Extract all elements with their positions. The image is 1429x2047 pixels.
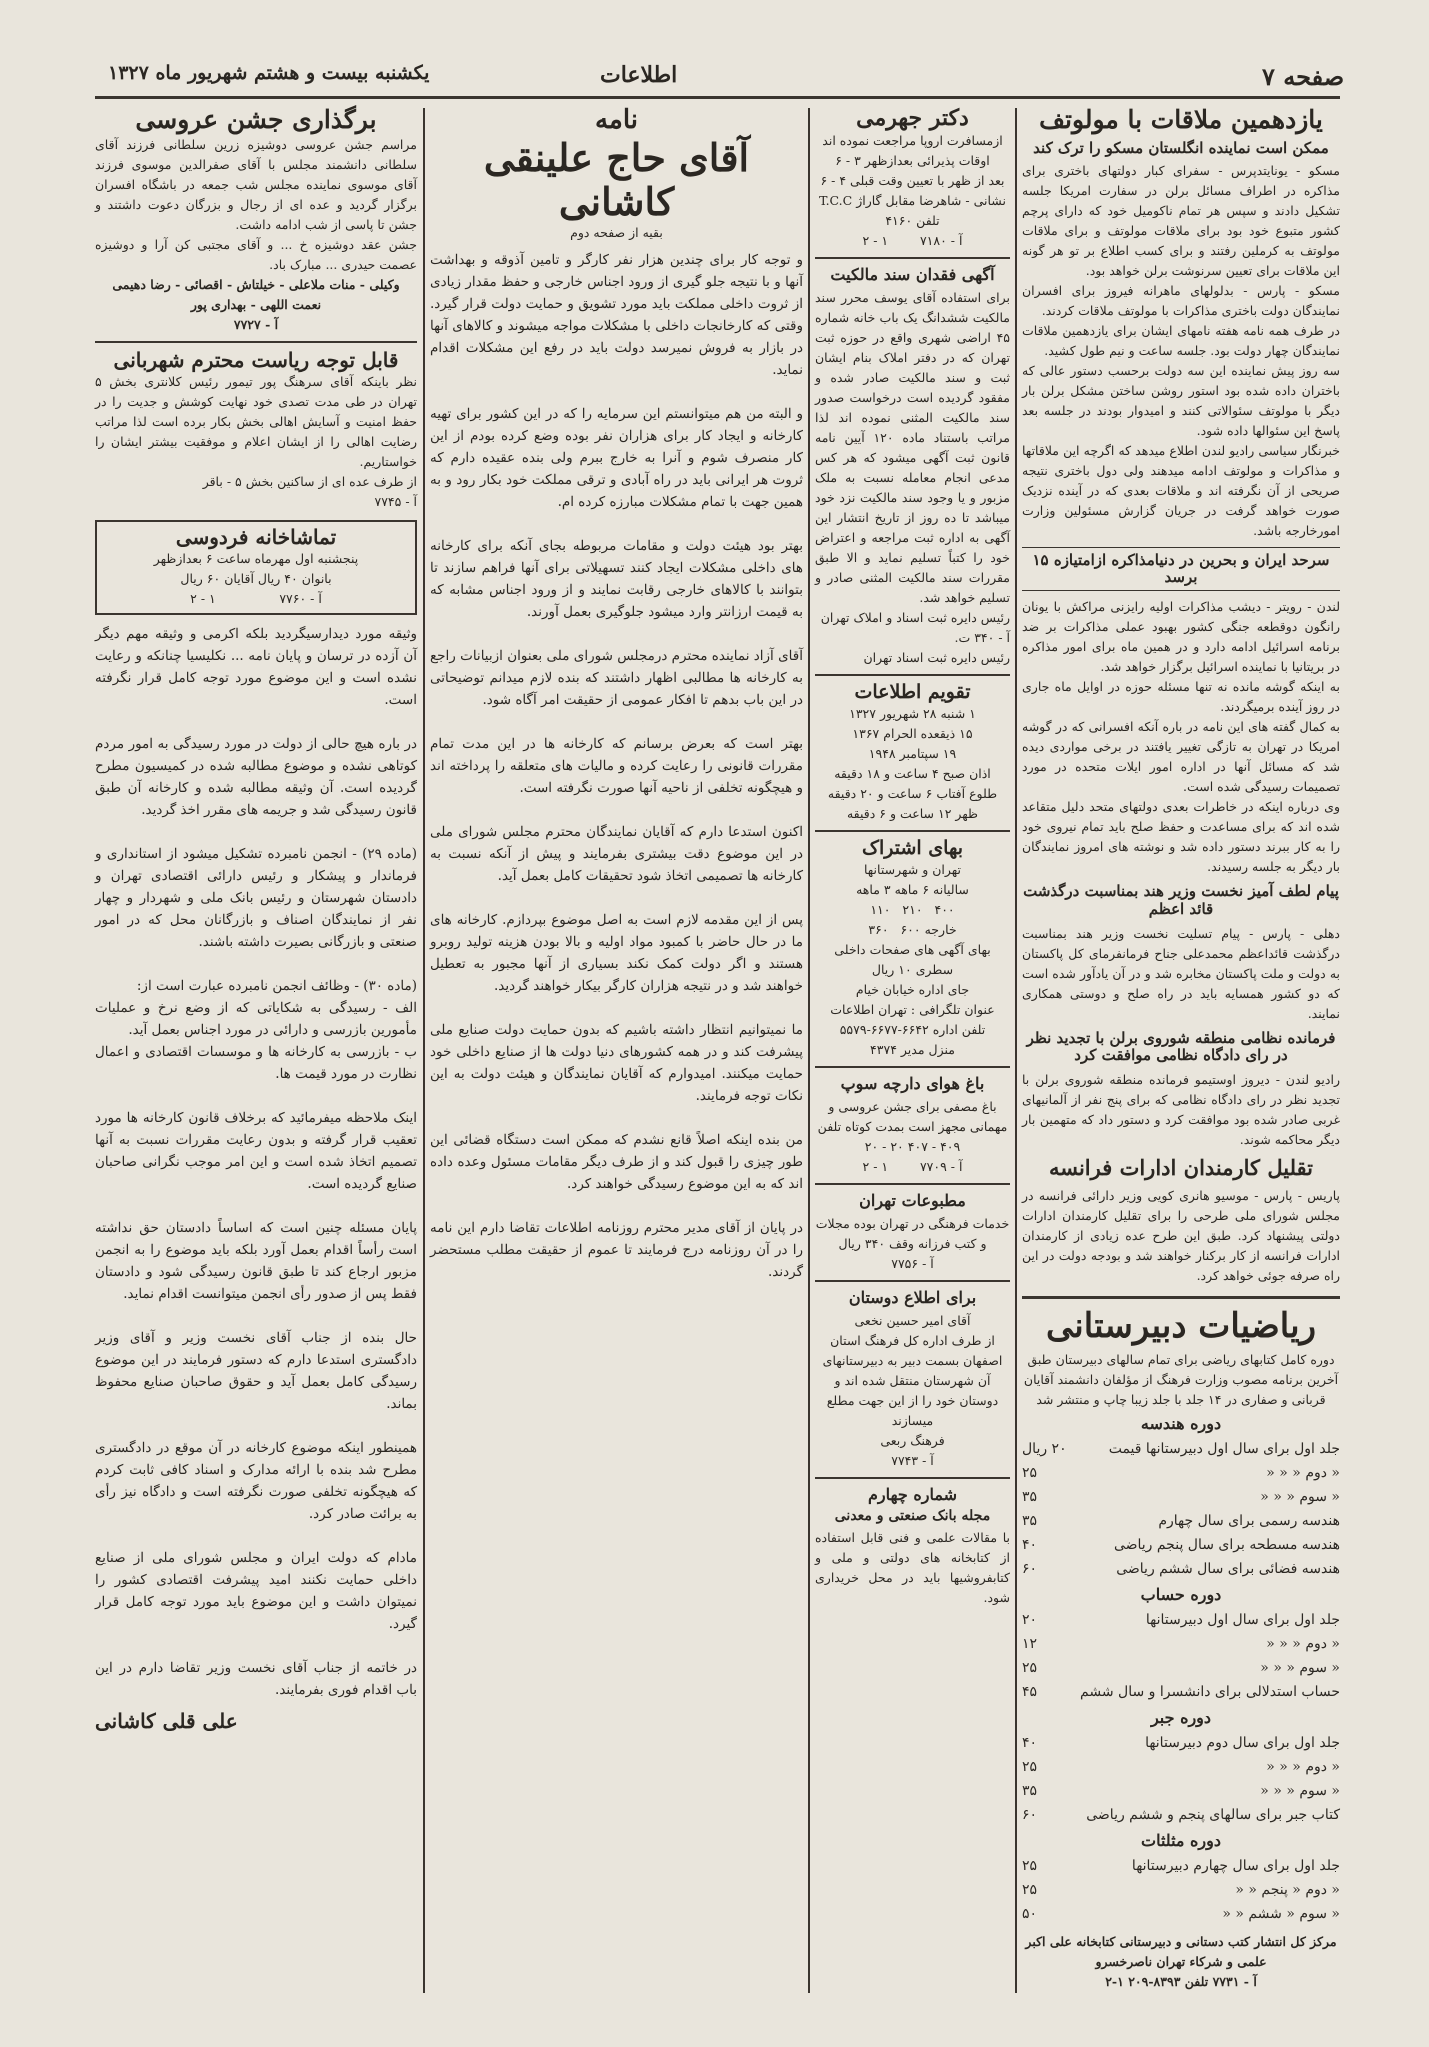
ad-book-name: « دوم « « « [1266,1759,1340,1776]
article-bahrain: لندن - رویتر - دیشب مذاکرات اولیه رایزنی مراکش با یونان رانگون دوقطعه جنگی کشور بهبود عملی مذاکرات بر ضد برنامه اسرائیل ادامه دارد و در همین ماه برای امور مذاکره در بریتانیا با نماینده اسرائیل برگزار خواهد شد. به اینکه گوشه مانده نه تنها مسئله حوزه در اوایل ماه جاری در روز آینده برمیگردند. به کمال گفته های این نامه در باره آنکه افسرانی که در گوشه امریکا در تهران به تازگی تغییر یافتند در برخی مواردی دیده شد که مسائل آنها در اداره امور ایلات متحده در مورد تصمیمات رسیدگی شده است. وی درباره اینکه در خاطرات بعدی دولتهای متحد دلیل متقاعد شده اند که برای مساعدت و حفظ صلح باید تمام نیروی خود را به کار ببرند دستور داده شد و نوشته های امروز نمایندگان بار دیگر به جلسه رسیدند. [1022,599,1340,875]
ad-price-row [1022,1755,1340,1779]
ad-section-trigonometry: دوره مثلثات [1141,1831,1221,1851]
notice-friends-title: برای اطلاع دوستان [848,1287,977,1307]
notice-lost-deed-title: آگهی فقدان سند مالکیت [830,265,995,285]
wedding-title: برگذاری جشن عروسی [135,105,377,134]
column-rule [808,108,810,1993]
column-left [95,106,417,1996]
ad-section-algebra: دوره جبر [1150,1708,1212,1728]
notice-magazine-subtitle: مجله بانک صنعتی و معدنی [834,1507,991,1524]
ad-book-price: ۵۰ [1022,1906,1038,1923]
ad-price-row [1022,1731,1340,1755]
headline-india: پیام لطف آمیز نخست وزیر هند بمناسبت درگذشت قائد اعظم [1023,882,1339,918]
ad-book-price: ۲۵ [1022,1660,1038,1677]
notice-press-title: مطبوعات تهران [859,1190,966,1210]
ad-book-price: ۶۰ [1022,1807,1038,1824]
ad-book-price: ۴۵ [1022,1684,1038,1701]
ad-book-price: ۱۲ [1022,1636,1038,1653]
ad-book-name: کتاب جبر برای سالهای پنجم و ششم ریاضی [1086,1807,1340,1824]
page-number: صفحه ۷ [1262,62,1345,91]
ad-book-name: « سوم « ششم « « [1222,1906,1340,1923]
ad-book-name: هندسه فضائی برای سال ششم ریاضی [1116,1561,1340,1578]
ad-book-price: ۴۰ [1022,1735,1038,1752]
ad-book-price: ۲۵ [1022,1465,1038,1482]
ad-book-price: ۲۵ [1022,1759,1038,1776]
ad-price-row [1022,1485,1340,1509]
headline-bahrain: سرحد ایران و بحرین در دنیامذاکره ازامتیازه ۱۵ برسد [1022,547,1340,592]
ad-price-row [1022,1632,1340,1656]
ad-book-price: ۲۵ [1022,1882,1038,1899]
ad-price-row [1022,1680,1340,1704]
notice-friends-body: آقای امیر حسین نخعی از طرف اداره کل فرهنگ استان اصفهان بسمت دبیر به دبیرستانهای آن شهرستان منتقل شده اند و دوستان خود را از این جهت مطلع میسازند فرهنگ ربعی آ - ۷۷۴۳ [822,1312,1003,1468]
notice-doctor-body: ازمسافرت اروپا مراجعت نموده اند اوقات پذیرائی بعدازظهر ۳ - ۶ بعد از ظهر با تعیین وقت قبلی ۴ - ۶ نشانی - شاهرضا مقابل گاراژ T.C.C تلفن ۴۱۶۰ آ - ۷۱۸۰ ۱ - ۲ [819,133,1006,249]
left-article-body: وثیقه مورد دیدارسیگردید بلکه اکرمی و وثیقه مهم دیگر آن آزده در ترسان و پایان نامه ... نکلیسیا چنانکه و رعایت نشده است و این موضوع مورد توجه کامل قرار نگرفته است. در باره هیچ حالی از دولت در مورد رسیدگی به امور مردم کوتاهی نشده و موضوع مطالبه شده در کمیسیون مطرح گردیده است. آن وثیقه مطالبه شده و کارخانه آن طبق قانون رسیدگی شد و جریمه های مقرر اخذ گردید. (ماده ۲۹) - انجمن نامبرده تشکیل میشود از استانداری و فرماندار و پیشکار و رئیس دارائی اقتصادی تهران و دادستان شهرستان و رئیس بانک ملی و شهردار و چهار نفر از نمایندگان اصناف و بازرگانان محل که در امور صنعتی و بازرگانی بصیرت داشته باشند. (ماده ۳۰) - وظائف انجمن نامبرده عبارت است از: الف - رسیدگی به شکایاتی که از وضع نرخ و عملیات مأمورین بازرسی و دارائی در مورد اجناس بعمل آید. ب - بازرسی به کارخانه ها و موسسات اقتصادی و اعمال نظارت در مورد قیمت ها. اینک ملاحظه میفرمائید که برخلاف قانون کارخانه ها مورد تعقیب قرار گرفته و بدون رعایت مقررات نسبت به آنها تصمیم اتخاذ شده است و این امر موجب نگرانی صاحبان صنایع گردیده است. پایان مسئله چنین است که اساساً دادستان حق نداشته است رأساً اقدام بعمل آورد بلکه باید موضوع را به انجمن مزبور ارجاع کند تا طبق قانون رسیدگی شود و دادستان فقط پس از صدور رأی انجمن میتوانست اقدام نماید. حال بنده از جناب آقای نخست وزیر و آقای وزیر دادگستری استدعا دارم که دستور فرمایند در این موضوع رسیدگی کامل بعمل آید و حقوق صاحبان صنایع محفوظ بماند. همینطور اینکه موضوع کارخانه در آن موقع در دادگستری مطرح شد بنده با ارائه مدارک و اسناد کافی ثابت کردم که هیچگونه تخلفی صورت نگرفته است و دادگاه نیز رأی به برائت صادر کرد. مادام که دولت ایران و مجلس شورای ملی از صنایع داخلی حمایت نکنند امید پیشرفت اقتصادی کشور را نمیتوان داشت و این موضوع باید مورد توجه کامل قرار گیرد. در خاتمه از جناب آقای نخست وزیر تقاضا دارم در این باب اقدام فوری بفرمایند. [95,625,417,1698]
headline-france: تقلیل کارمندان ادارات فرانسه [1048,1155,1314,1181]
ad-price-row [1022,1509,1340,1533]
notice-press-body: خدمات فرهنگی در تهران بوده مجلات و کتب فرزانه وقف ۳۴۰ ریال آ - ۷۷۵۶ [815,1215,1010,1271]
ad-price-row [1022,1779,1340,1803]
ad-book-name: « دوم « « « [1266,1465,1340,1482]
wedding-names: وکیلی - منات ملاعلی - خیلتاش - اقصائی - رضا دهیمی نعمت اللهی - بهداری پور آ - ۷۷۲۷ [112,276,400,332]
ad-book-name: هندسه رسمی برای سال چهارم [1158,1513,1340,1530]
masthead: اطلاعات [600,62,678,88]
article-france: پاریس - پارس - موسیو هانری کویی وزیر دارائی فرانسه در مجلس شورای ملی طرحی را برای تقلیل کارمندان ادارات دولتی پیشنهاد کرد. طبق این طرح عده زیادی از کارمندان ادارات فرانسه از کار برکنار خواهند شد و بودجه دولت در این راه صرفه جوئی خواهد کرد. [1018,1188,1340,1284]
letter-body: و توجه کار برای چندین هزار نفر کارگر و تامین آذوقه و بهداشت آنها و با نتیجه جلو گیری از ورود اجناس خارجی و حفظ مقدار زیادی از ثروت داخلی مملکت باید مورد تشویق و حمایت دولت قرار گیرد. وقتی که کارخانجات داخلی با مشکلات مواجه میشوند و کالاهای آنها در بازار به فروش نمیرسد دولت باید در رفع این مشکلات اقدام نماید. و البته من هم میتوانستم این سرمایه را که در این کشور برای تهیه کارخانه و ایجاد کار برای هزاران نفر بوده وضع کرده بودم از این کار منصرف شوم و آنرا به خارج ببرم ولی بنده عقیده دارم که ثروت هر ایرانی باید در راه آبادی و ترقی مملکت خود بکار رود و به همین جهت با تمام مشکلات مبارزه کرده ام. بهتر بود هیئت دولت و مقامات مربوطه بجای آنکه برای کارخانه های داخلی مشکلات ایجاد کنند تسهیلاتی برای آنها فراهم سازند تا بتوانند با کالاهای خارجی رقابت نمایند و از ورود اجناس مشابه که به قیمت ارزانتر وارد میشود جلوگیری بعمل آورند. آقای آزاد نماینده محترم درمجلس شورای ملی بعنوان ازبیانات راجع به کارخانه ها مطالبی اظهار داشتند که بنده لازم میدانم توضیحاتی در این باب بدهم تا افکار عمومی از حقیقت امر آگاه شود. بهتر است که بعرض برسانم که کارخانه ها در این مدت تمام مقررات قانونی را رعایت کرده و مالیات های متعلقه را پرداخته اند و هیچگونه تخلفی از ناحیه آنها صورت نگرفته است. اکنون استدعا دارم که آقایان نمایندگان محترم مجلس شورای ملی در این موضوع دقت بیشتری بفرمایند و پیش از آنکه نسبت به کارخانه ها تصمیمی اتخاذ شود تحقیقات کامل بعمل آید. پس از این مقدمه لازم است به اصل موضوع بپردازم. کارخانه های ما در حال حاضر با کمبود مواد اولیه و بالا بودن هزینه تولید روبرو هستند و اگر دولت کمک نکند بسیاری از آنها مجبور به تعطیل خواهند شد و در نتیجه هزاران کارگر بیکار خواهند گردید. ما نمیتوانیم انتظار داشته باشیم که بدون حمایت دولت صنایع ملی پیشرفت کند و در همه کشورهای دنیا دولت ها از صنایع داخلی خود حمایت میکنند. امیدوارم که آقایان نمایندگان و هیئت دولت به این نکات توجه فرمایند. من بنده اینکه اصلاً قانع نشدم که ممکن است دستگاه قضائی این طور چیزی را قبول کند و از طرف دیگر مقامات مسئول وعده داده اند که به این موضوع رسیدگی خواهند کرد. در پایان از آقای مدیر محترم روزنامه اطلاعات تقاضا دارم این نامه را در آن روزنامه درج فرمایند تا عموم از حقیقت مطلب مستحضر گردند. [430,252,803,1281]
column-letter [430,106,803,1996]
theatre-title: تماشاخانه فردوسی [175,524,337,549]
article-india: دهلی - پارس - پیام تسلیت نخست وزیر هند بمناسبت درگذشت قائداعظم محمدعلی جناح فرمانفرمای کل پاکستان به دولت و ملت پاکستان مخابره شد و در آن یادآور شده است که دو کشور همسایه باید در راه صلح و دوستی همکاری نمایند. [1018,925,1340,1021]
notice-garden-title: باغ هوای دارچه سوپ [840,1073,985,1093]
ad-table-geometry [1022,1437,1340,1581]
article-berlin: رادیو لندن - دیروز اوستیمو فرمانده منطقه شوروی برلن با تجدید نظر در رای دادگاه نظامی که برای پنج نفر از آلمانیهای غربی صادر شده بود موافقت کرد و دستور داد که متهمین بار دیگر محاکمه شوند. [1018,1072,1340,1148]
ad-price-row [1022,1878,1340,1902]
ad-book-price: ۴۰ [1022,1537,1038,1554]
ad-book-name: هندسه مسطحه برای سال پنجم ریاضی [1113,1537,1340,1554]
ad-price-row [1022,1533,1340,1557]
notice-doctor-title: دکتر جهرمی [856,105,969,131]
notice-magazine-body: با مقالات علمی و فنی قابل استفاده از کتابخانه های دولتی و ملی و کتابفروشیها باید در محل خریداری شود. [811,1529,1010,1605]
police-notice-body: نظر باینکه آقای سرهنگ پور تیمور رئیس کلانتری بخش ۵ تهران در طی مدت تصدی خود نهایت کوشش و جدیت را در حفظ امنیت و آسایش اهالی بخش بکار برده است لذا مراتب رضایت اهالی را از ایشان اعلام و موفقیت بیشتر ایشان را خواستاریم. از طرف عده ای از ساکنین بخش ۵ - باقر آ - ۷۷۴۵ [95,373,417,509]
calendar-body: ۱ شنبه ۲۸ شهریور ۱۳۲۷ ۱۵ ذیقعده الحرام ۱۳۶۷ ۱۹ سپتامبر ۱۹۴۸ اذان صبح ۴ ساعت و ۱۸ دقیقه طلوع آفتاب ۶ ساعت و ۲۰ دقیقه ظهر ۱۲ ساعت و ۶ دقیقه [827,706,998,822]
calendar-title: تقویم اطلاعات [854,681,971,704]
article-molotov-2: مسکو - پارس - بدلولهای ماهرانه فیروز برای افسران نمایندگان دولت باختری مذاکرات با مولوتف ملاقات کردند. در طرف همه نامه هفته نامهای ایشان برای یازدهمین ملاقات نمایندگان چهار دولت بود. جلسه ساعت و نیم طول کشید. سه روز پیش نماینده این سه دولت برحسب دستور عالی که باختران داده شده بود استور روشن ساختن مشکل برلن بار دیگر با مولوتف سئوالاتی کنند و امیدوار بودند در جلسه بعد پاسخ این سئوالها داده شود. [1022,282,1340,438]
notice-magazine-title: شماره چهارم [868,1484,957,1504]
notice-lost-deed-body: برای استفاده آقای یوسف محرر سند مالکیت ششدانگ یک باب خانه شماره ۴۵ اراضی شهری واقع در حوزه ثبت تهران که در دفتر املاک بنام ایشان ثبت و سند مالکیت صادر شده و مفقود گردیده است درخواست صدور سند مالکیت المثنی نموده اند لذا مراتب باستناد ماده ۱۲۰ آیین نامه قانون ثبت آگهی میشود که هر کس مدعی انجام معامله نسبت به ملک مزبور و یا وجود سند مالکیت نزد خود میباشد تا ده روز از تاریخ انتشار این آگهی به اداره ثبت مراجعه و اعتراض خود را کتباً تسلیم نماید و الا طبق مقررات سند مالکیت المثنی صادر و تسلیم خواهد شد. رئیس دایره ثبت اسناد و املاک تهران آ - ۳۴۰ ت. رئیس دایره ثبت اسناد تهران [815,290,1011,666]
ad-price-row [1022,1656,1340,1680]
ad-book-price: ۳۵ [1022,1513,1038,1530]
ad-section-arithmetic: دوره حساب [1140,1585,1222,1605]
ad-book-name: جلد اول برای سال اول دبیرستانها قیمت [1108,1441,1340,1458]
ad-table-algebra [1022,1731,1340,1827]
headline-molotov: یازدهمین ملاقات با مولوتف [1039,105,1323,134]
theatre-body: پنجشنبه اول مهرماه ساعت ۶ بعدازظهر بانوان ۴۰ ریال آقایان ۶۰ ریال آ - ۷۷۶۰ ۱ - ۲ [153,550,359,606]
ad-book-price: ۲۰ [1022,1612,1038,1629]
ad-section-geometry: دوره هندسه [1140,1414,1222,1434]
ad-price-row [1022,1854,1340,1878]
ad-book-name: « سوم « « « [1260,1660,1340,1677]
subhead-molotov: ممکن است نماینده انگلستان مسکو را ترک کند [1033,138,1329,157]
header-rule [95,96,1340,99]
ad-book-name: « دوم « « « [1266,1636,1340,1653]
letter-label: نامه [594,105,639,135]
subscription-title: بهای اشتراک [861,837,964,860]
ad-book-name: جلد اول برای سال چهارم دبیرستانها [1131,1858,1340,1875]
ad-table-arithmetic [1022,1608,1340,1704]
ad-book-price: ۳۵ [1022,1783,1038,1800]
article-molotov-3: خبرنگار سیاسی رادیو لندن اطلاع میدهد که اگرچه این ملاقاتها و مذاکرات و مولوتف ادامه میدهند ولی دول باختری نتیجه صریحی از آن نگرفته اند و ملاقات بعدی که در آینده نزدیک صورت خواهد گرفت در جریان گزارش مسئولین وزارت امورخارجه باشد. [1018,442,1340,538]
ad-price-row [1022,1461,1340,1485]
ad-book-price: ۶۰ [1022,1561,1038,1578]
ad-book-name: « دوم « پنجم « « [1235,1882,1340,1899]
ad-book-name: « سوم « « « [1260,1489,1340,1506]
column-rule [423,108,425,1993]
ad-intro: دوره کامل کتابهای ریاضی برای تمام سالهای دبیرستان طبق آخرین برنامه مصوب وزارت فرهنگ از مؤلفان دانشمند آقایان قربانی و صفاری در ۱۴ جلد با جلد زیبا چاپ و منتشر شد [1019,1352,1339,1408]
column-news [1018,105,1340,1996]
date-line: یکشنبه بیست و هشتم شهریور ماه ۱۳۲۷ [108,62,430,84]
ad-book-price: ۲۰ ریال [1022,1441,1067,1458]
ad-price-row [1022,1608,1340,1632]
ad-book-name: جلد اول برای سال اول دبیرستانها [1145,1612,1340,1629]
math-books-ad [1019,1296,1340,1992]
ad-book-price: ۳۵ [1022,1489,1038,1506]
article-molotov-1: مسکو - یونایتدپرس - سفرای کبار دولتهای باختری برای مذاکره در اطراف مسائل برلن در سفارت امریکا جلسه تشکیل دادند و سپس هر تمام ناکومیل خود که دارای پرچم کشور متبوع خود بود برای ملاقات مولوتف و برای ملاقات مولوتف به کرملین رفتند و برای کسب اطلاع بر تو هر گونه این ملاقات برای تعیین سرنوشت برلن خواهد بود. [1018,162,1340,278]
subscription-body: تهران و شهرستانها ساليانه ۶ ماهه ۳ ماهه ۴۰۰ ۲۱۰ ۱۱۰ خارجه ۶۰۰ ۳۶۰ بهای آگهی های صفحات داخلی سطری ۱۰ ریال جای اداره خیابان خیام عنوان تلگرافی : تهران اطلاعات تلفن اداره ۶۶۴۲-۶۶۷۷-۵۵۷۹ منزل مدیر ۴۳۷۴ [830,861,995,1057]
ad-price-row [1022,1557,1340,1581]
ad-title: ریاضیات دبیرستانی [1045,1306,1317,1347]
ad-price-row [1022,1437,1340,1461]
column-rule [1015,108,1017,1993]
ad-book-price: ۲۵ [1022,1858,1038,1875]
wedding-body: مراسم جشن عروسی دوشیزه زرین سلطانی فرزند آقای سلطانی دانشمند مجلس با آقای صفرالدین موسوی فرزند آقای موسوی نماینده مجلس شب جمعه در باشگاه افسران برگزار گردید و عده ای از رجال و بزرگان دعوت داشتند و جشن تا پاسی از شب ادامه داشت. جشن عقد دوشیزه خ ... و آقای مجتبی کن آرا و دوشیزه عصمت حیدری ... مبارک باد. [95,136,417,272]
ad-book-name: حساب استدلالی برای دانشسرا و سال ششم [1080,1684,1340,1701]
column-notices [811,105,1011,1996]
ad-book-name: « سوم « « « [1260,1783,1340,1800]
notice-garden-body: باغ مصفی برای جشن عروسی و مهمانی مجهز است بمدت کوتاه تلفن ۴۰۹ - ۴۰۷ ۲۰ - ۲۰ آ - ۷۷۰۹ ۱ - ۲ [817,1098,1008,1174]
left-signature: علی قلی کاشانی [95,1708,238,1733]
letter-title: آقای حاج علینقی کاشانی [483,134,750,224]
police-notice-title: قابل توجه ریاست محترم شهربانی [113,347,399,372]
ad-book-name: جلد اول برای سال دوم دبیرستانها [1145,1735,1340,1752]
headline-berlin: فرمانده نظامی منطقه شوروی برلن با تجدید نظر در رای دادگاه نظامی موافقت کرد [1026,1028,1336,1064]
ad-price-row [1022,1902,1340,1926]
ad-price-row [1022,1803,1340,1827]
theatre-ad [95,520,417,615]
ad-footer: مرکز کل انتشار کتب دستانی و دبیرستانی کتابخانه علی اکبر علمی و شرکاء تهران ناصرخسرو آ - ۷۷۳۱ تلفن ۸۳۹۳-۲۰۹ ۱-۲ [1025,1934,1337,1990]
ad-table-trigonometry [1022,1854,1340,1926]
letter-continued-from: بقیه از صفحه دوم [570,225,663,241]
